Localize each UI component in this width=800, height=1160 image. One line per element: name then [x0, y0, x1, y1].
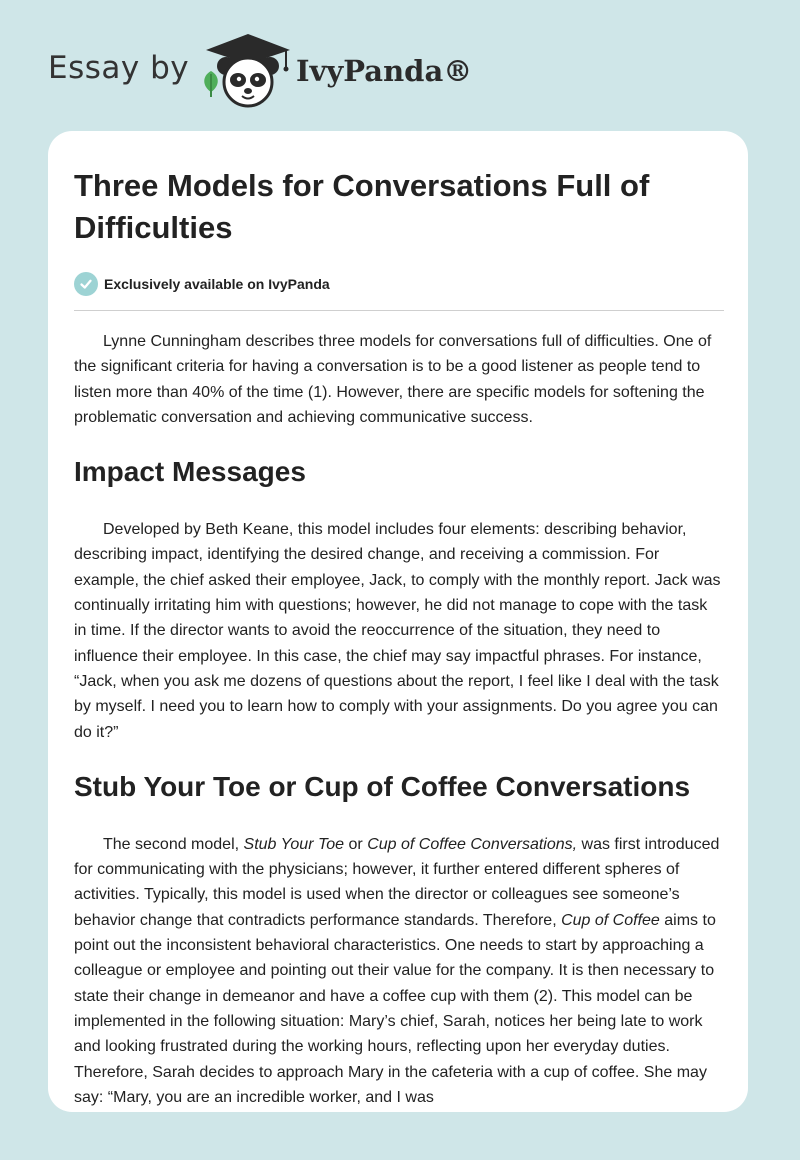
body-text: was first introduced for communicating with the physicians; however, it further entered different spheres of activities. Typically, this model is used when the director or colleagues see someone’s behavior change that contradicts performance standards. Therefore,: [74, 835, 720, 929]
ivy-leaf-icon: [198, 68, 224, 98]
article-card: [48, 131, 748, 1112]
brand-header[interactable]: [48, 32, 508, 112]
body-text: or: [344, 835, 368, 853]
body-text: aims to point out the inconsistent behavioral characteristics. One needs to start by approaching a colleague or employee and pointing out their value for the company. It is then necessary to state their change in demeanor and have a coffee cup with them (2). This model can be implemented in the following situation: Mary’s chief, Sarah, notices her being late to work and looking frustrated during the working hours, reflecting upon her everyday duties. Therefore, Sarah decides to approach Mary in the cafeteria with a cup of coffee. She may say: “Mary, you are an incredible worker, and I was: [74, 911, 716, 1106]
brand-prefix: Essay by: [48, 50, 190, 86]
article-content: [74, 165, 724, 1110]
exclusive-label: Exclusively available on IvyPanda: [104, 276, 330, 292]
section-heading-stub-your-toe: Stub Your Toe or Cup of Coffee Conversations: [74, 770, 691, 802]
section-body-stub-your-toe: [74, 832, 724, 1110]
intro-paragraph: Lynne Cunningham describes three models for conversations full of difficulties. One of the significant criteria for having a conversation is to be a good listener as people tend to listen more than 40% of the time (1). However, there are specific models for softening the problematic conversation and achieving communicative success.: [74, 333, 712, 426]
italic-term: Cup of Coffee Conversations,: [367, 835, 578, 853]
article-title: Three Models for Conversations Full of Difficulties: [74, 168, 650, 245]
body-text: The second model,: [103, 835, 244, 853]
italic-term: Cup of Coffee: [561, 911, 660, 929]
italic-term: Stub Your Toe: [243, 835, 345, 853]
section-heading-impact-messages: Impact Messages: [74, 456, 306, 488]
exclusive-badge: [74, 271, 724, 297]
section-body-impact-messages: Developed by Beth Keane, this model includes four elements: describing behavior, describing impact, identifying the desired change, and receiving a commission. For example, the chief asked their employee, Jack, to comply with the monthly report. Jack was continually irritating him with questions; however, he did not manage to cope with the task in time. If the director wants to avoid the reoccurrence of the situation, they need to influence their employee. In this case, the chief may say impactful phrases. For instance, “Jack, when you ask me dozens of questions about the report, I feel like I deal with the task by myself. I need you to learn how to comply with your assignments. Do you agree you can do it?”: [74, 521, 721, 741]
check-circle-icon: [74, 272, 98, 296]
divider: [74, 310, 724, 311]
brand-name: IvyPanda®: [296, 54, 473, 88]
